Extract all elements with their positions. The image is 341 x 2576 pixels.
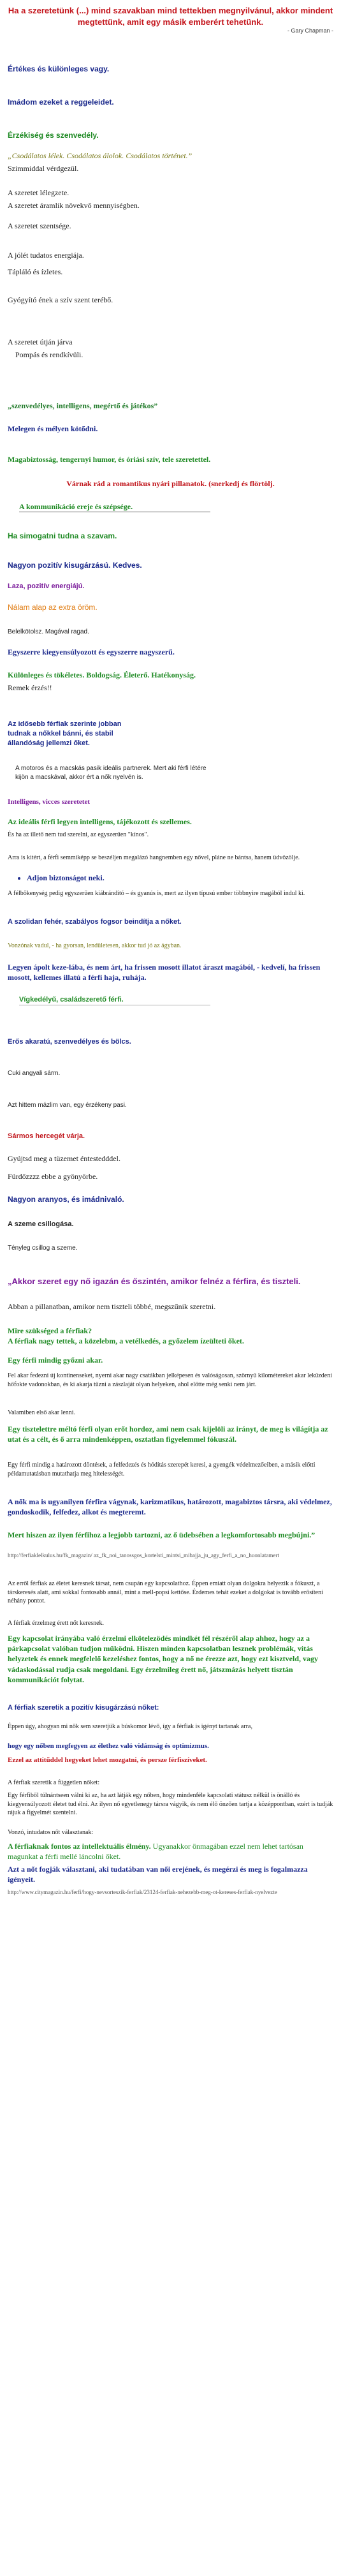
text-idealis: Az ideális férfi legyen intelligens, tájékozott és szellemes. (8, 817, 192, 826)
line-pompas: Pompás és rendkívüli. (15, 350, 83, 359)
text-intudatos: Vonzó, intudatos nőt választanak: (8, 1829, 94, 1836)
line-erzekiseg: Érzékiség és szenvedély. (8, 131, 99, 140)
text-kontinenseket: Fel akar fedezni új kontinenseket, nyerni akar nagy csatákban jelképesen és valóságosan, szörnyű kilométereket akar lekűzdeni hőfokte vadonokban, és ki akarja tűzni a zászlaját olyan helyeken, ahol előtte még senki nem járt. (8, 1372, 332, 1388)
line-szeretet-lelegzete: A szeretet lélegzete. (8, 188, 69, 197)
text-motoros: A motoros és a macskás pasik ideális partnerek. Mert aki férfi létére kijön a macskával, akkor ért a nők nyelvén is. (15, 765, 207, 781)
text-apolt: Legyen ápolt keze-lába, és nem árt, ha frissen mosott illatot áraszt magából, - kedvelí, ha frissen mosott, kellemes illatú a férfi haja, ruhája. (8, 963, 321, 982)
line-aramlik: A szeretet áramlik növekvő mennyiségben. (8, 201, 140, 210)
line-jolet: A jólét tudatos energiája. (8, 251, 84, 260)
text-mazlim: Azt hittem mázlim van, egy érzékeny pasi. (8, 1102, 127, 1109)
text-erett-not: A férfiak érzelmeg érett nőt keresnek. (8, 1620, 105, 1627)
line-extra-orom: Nálam alap az extra öröm. (8, 603, 98, 612)
line-imadom: Imádom ezeket a reggeleidet. (8, 98, 114, 107)
quote-source: - Gary Chapman - (287, 27, 333, 34)
line-kommunikacio: A kommunikáció ereje és szépsége. (19, 501, 210, 512)
source-link-1[interactable]: http://ferfiaklelkulus.hu/fk_magazin/ az_fk_noi_tanossgos_kortelsti_mintsi_mibajja_ju_agy_ferfi_a_no_huonlatamert (8, 1552, 279, 1558)
text-tarsat: Az erről férfiak az életet keresnek társat, nem csupán egy kapcsolathoz. Éppen emiatt olyan dolgokra helyezik a fókuszt, a társkeresés alatt, ami sokkal fontosabb annál, mint a mell-popsi kettőse. Érdemes tehát ezeket a dolgokat is tovább erősíteni néhány pontot. (8, 1580, 323, 1604)
line-taplalo: Tápláló és ízletes. (8, 267, 63, 276)
text-nagy-tettek: A férfiak nagy tettek, a közelebm, a vetélkedés, a győzelem ízeülteti őket. (8, 1336, 244, 1345)
text-intellektualis-a: A férfiaknak fontos az intellektuális élmény. (8, 1842, 151, 1851)
text-gyujtsd: Gyújtsd meg a tüzemet éntestedddel. (8, 1154, 120, 1163)
text-felbokenyseg: A félbőkenység pedig egyszerűen kiábrándító – és gyanús is, mert az ilyen típusú ember többnyire magából indul ki. (8, 890, 305, 897)
line-remek: Remek érzés!! (8, 683, 52, 692)
text-vonzonak: Vonzónak vadul, - ha gyorsan, lendületesen, akkor tud jó az ágyban. (8, 942, 182, 949)
text-attitud: Ezzel az attitűddel hegyeket lehet mozgatni, és persze férfiszíveket. (8, 1756, 207, 1764)
line-pozitiv: Nagyon pozitív kisugárzású. Kedves. (8, 561, 142, 570)
line-ertekes: Értékes és különleges vagy. (8, 64, 110, 73)
text-intelligens: Intelligens, vicces szeretetet (8, 798, 90, 806)
text-gyozni: Egy férfi mindig győzni akar. (8, 1356, 103, 1365)
text-idosebb-ferfiak: Az idősebb férfiak szerinte jobban tudnak a nőkkel bánni, és stabil állandóság jellemzi őket. (8, 720, 122, 747)
source-link-2[interactable]: http://www.citymagazin.hu/ferfi/hogy-nevsorteszik-ferfiak/23124-ferfiak-nehezebb-meg-ot-kereses-ferfiak-nyelvezte (8, 1889, 277, 1895)
text-fuggetlen: A férfiak szeretik a független nőket: (8, 1779, 100, 1786)
text-onallo: Egy férfiből túlnántseen válni ki az, ha azt látják egy nőben, hogy mindenféle kapcsolati státusz nélkül is önálló és kiegyensúlyozott életet tud élni. Az ilyen nő egyetlenegy társra vágyik, és nem élő önzően tartja a középpontban, ezért is tudják rájuk a figyelmét szentelni. (8, 1792, 333, 1816)
text-furdozz: Fürdőzzzz ebbe a gyönyörbe. (8, 1172, 98, 1181)
text-hatarozott: Egy férfi mindig a határozott döntések, a felfedezés és hódítás szerepét keresi, a gyengék védelmezőeiben, a másik előtti példamutatásban mutathatja meg hitelességét. (8, 1462, 316, 1477)
list-item: • Adjon biztonságot neki. (27, 873, 341, 883)
text-csillog: Tényleg csillog a szeme. (8, 1245, 78, 1252)
text-fogsor: A szolidan fehér, szabályos fogsor beindítja a nőket. (8, 918, 182, 926)
text-abban: Abban a pillanatban, amikor nem tiszteli többé, megszűnik szeretni. (8, 1302, 216, 1311)
text-kapcsolat-iranyaba: Egy kapcsolat irányába való érzelmi elkötelezödés mindkét fél részéről alap ahhoz, hogy az a párkapcsolat valóban tudjon működni. Hiszen minden kapcsolatban lesznek problémák, vitás helyzetek és ennek megfelelő kezeléshez fontos, hogy a nő ne érezze azt, hogy ezt kisztveld, vagy vádaskodással rudja csak megoldani. Egy érzelmileg érett nő, játszmázás helyett tisztán kommunikációt folytat. (8, 1634, 319, 1684)
line-melegen: Melegen és mélyen kötődni. (8, 424, 98, 433)
text-nok-ma: A nők ma is ugyanilyen férfira vágynak, karizmatikus, határozott, magabiztos társra, aki védelmez, gondoskodik, felfedez, alkot és megteremt. (8, 1497, 332, 1517)
line-belelkotolsz: Belelkötolsz. Magával ragad. (8, 628, 89, 635)
list-biztonsag (8, 873, 341, 883)
line-laza: Laza, pozitív energiájú. (8, 582, 85, 590)
text-sarmos: Sármos hercegét várja. (8, 1132, 85, 1140)
text-cuki: Cuki angyali sárm. (8, 1070, 61, 1077)
line-magabiztossag: Magabiztosság, tengernyi humor, és óriási szív, tele szeretettel. (8, 455, 211, 464)
text-vidamsag: hogy egy nőben megfegyen az élethez való vidámság és optimizmus. (8, 1742, 209, 1750)
text-buskomor: Éppen úgy, ahogyan mi nők sem szeretjük a búskomor lévő, így a férfiak is igényt tartanak arra, (8, 1723, 252, 1730)
text-noi-ereje: Azt a nőt fogják választani, aki tudatában van női erejének, és megérzi és meg is fogalmazza igényeit. (8, 1865, 308, 1884)
line-szimmiddal: Szimmiddal vérdgezül. (8, 164, 79, 173)
text-vigkedelyu: Vígkedélyű, családszerető férfi. (19, 995, 210, 1005)
line-szenvedelyes: „szenvedélyes, intelligens, megértő és játékos” (8, 401, 158, 410)
line-simogatni: Ha simogatni tudna a szavam. (8, 531, 117, 540)
text-mert-hiszen: Mert hiszen az ilyen férfihoz a legjobb tartozni, az ő üdebsében a legkomfortosabb megbújni.” (8, 1530, 316, 1539)
line-gyogyito: Gyógyító ének a szív szent terébő. (8, 295, 113, 304)
text-tisztelettre: Egy tisztelettre méltó férfi olyan erőt hordoz, ami nem csak kijelöli az irányt, de meg is világítja az utat és a célt, és ő arra mindenképpen, osztatlan figyelemmel fókuszál. (8, 1425, 328, 1444)
text-pozitiv-kisugarzasu: A férfiak szeretik a pozitív kisugárzású nőket: (8, 1704, 159, 1712)
text-intellektualis-b: Ugyanakkor önmagában ezzel nem lehet tartósan magunkat a férfi mellé láncolni őket. (8, 1842, 303, 1862)
text-intellektualis (8, 1841, 333, 1862)
text-akkor-szeret: „Akkor szeret egy nő igazán és őszintén, amikor felnéz a férfira, és tiszteli. (8, 1277, 301, 1286)
line-szeretet-utjan: A szeretet útján járva (8, 337, 73, 346)
text-eros-akaratu: Erős akaratú, szenvedélyes és bölcs. (8, 1038, 131, 1046)
line-csodalatos: „Csodálatos lélek. Csodálatos álolok. Csodálatos történet.” (8, 151, 192, 160)
line-kulonleges: Különleges és tökéletes. Boldogság. Életerő. Hatékonyság. (8, 670, 196, 679)
text-megalazo: Arra is kitért, a férfi semmiképp se beszéljen megalázó hangnemben egy nővel, pláne ne bántsa, hanem üdvözölje. (8, 854, 300, 861)
line-romantikus: Várnak rád a romantikus nyári pillanatok. (snerkedj és flörtölj. (66, 479, 275, 488)
text-szerelni: És ha az illető nem tud szerelni, az egyszerűen "kínos". (8, 831, 149, 838)
header-quote: Ha a szeretetünk (...) mind szavakban mind tettekben megnyilvánul, akkor mindent megtettünk, amit egy másik emberért tehetünk. (8, 6, 333, 27)
line-kiegyensulyozott: Egyszerre kiegyensúlyozott és egyszerre nagyszerű. (8, 648, 175, 656)
line-szentsege: A szeretet szentsége. (8, 221, 71, 230)
text-elso: Valamiben első akar lenni. (8, 1409, 76, 1416)
text-aranyos: Nagyon aranyos, és imádnivaló. (8, 1195, 124, 1204)
text-mire: Mire szükséged a férfiak? (8, 1326, 92, 1335)
text-szeme: A szeme csillogása. (8, 1220, 74, 1228)
